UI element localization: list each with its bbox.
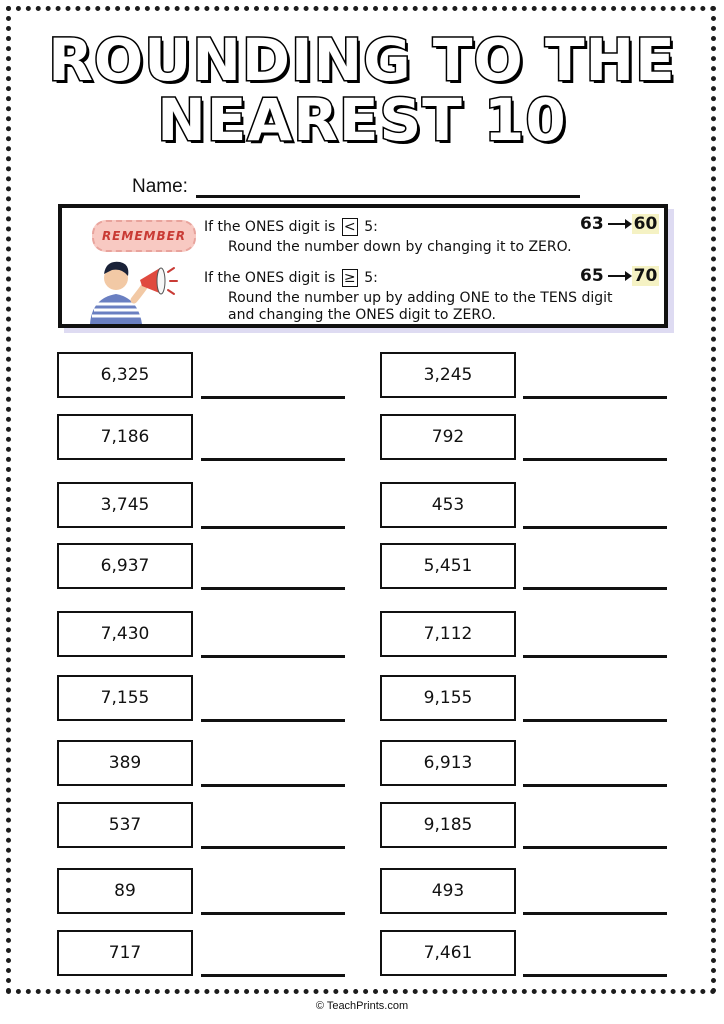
answer-line-right-6[interactable]	[523, 719, 667, 722]
number-box-right-6: 9,155	[380, 675, 516, 721]
answer-line-right-3[interactable]	[523, 526, 667, 529]
answer-line-right-4[interactable]	[523, 587, 667, 590]
worksheet-title-line-1: ROUNDING TO THE	[48, 26, 676, 94]
number-box-right-2: 792	[380, 414, 516, 460]
number-box-left-3: 3,745	[57, 482, 193, 528]
name-label: Name:	[132, 176, 188, 197]
rule1-example-to: 60	[633, 214, 658, 234]
answer-line-left-1[interactable]	[201, 396, 345, 399]
number-box-right-3: 453	[380, 482, 516, 528]
remember-box	[58, 204, 668, 328]
number-box-left-10: 717	[57, 930, 193, 976]
worksheet-title-line-2: NEAREST 10	[157, 86, 567, 154]
copyright-footer: © TeachPrints.com	[315, 1000, 409, 1012]
number-box-left-1: 6,325	[57, 352, 193, 398]
answer-line-left-4[interactable]	[201, 587, 345, 590]
number-box-left-6: 7,155	[57, 675, 193, 721]
rule2-description-2: and changing the ONES digit to ZERO.	[228, 307, 496, 323]
number-box-left-5: 7,430	[57, 611, 193, 657]
number-box-right-1: 3,245	[380, 352, 516, 398]
answer-line-right-9[interactable]	[523, 912, 667, 915]
answer-line-right-5[interactable]	[523, 655, 667, 658]
number-box-left-4: 6,937	[57, 543, 193, 589]
answer-line-right-7[interactable]	[523, 784, 667, 787]
number-box-left-7: 389	[57, 740, 193, 786]
answer-line-right-1[interactable]	[523, 396, 667, 399]
name-input-line[interactable]	[196, 195, 580, 198]
number-box-left-9: 89	[57, 868, 193, 914]
rule1-prefix: If the ONES digit is	[204, 219, 336, 235]
answer-line-right-10[interactable]	[523, 974, 667, 977]
answer-line-left-2[interactable]	[201, 458, 345, 461]
rule2-description-1: Round the number up by adding ONE to the TENS digit	[228, 290, 613, 306]
answer-line-left-3[interactable]	[201, 526, 345, 529]
greater-equal-symbol: ≥	[342, 269, 358, 287]
rule1-suffix: 5:	[364, 219, 378, 235]
rule2-suffix: 5:	[364, 270, 378, 286]
person-megaphone-icon	[82, 254, 178, 324]
rule2-example-from: 65	[580, 266, 604, 286]
rule1-description: Round the number down by changing it to ZERO.	[228, 239, 572, 255]
rule2-line	[204, 269, 378, 287]
remember-badge: REMEMBER	[92, 220, 196, 252]
less-than-symbol: <	[342, 218, 358, 236]
number-box-left-8: 537	[57, 802, 193, 848]
answer-line-left-7[interactable]	[201, 784, 345, 787]
answer-line-left-5[interactable]	[201, 655, 345, 658]
number-box-right-10: 7,461	[380, 930, 516, 976]
number-box-right-5: 7,112	[380, 611, 516, 657]
right-arrow-icon	[608, 275, 630, 277]
number-box-right-8: 9,185	[380, 802, 516, 848]
number-box-left-2: 7,186	[57, 414, 193, 460]
rule2-example-to: 70	[633, 266, 658, 286]
answer-line-right-8[interactable]	[523, 846, 667, 849]
rule1-example-from: 63	[580, 214, 604, 234]
answer-line-left-8[interactable]	[201, 846, 345, 849]
number-box-right-4: 5,451	[380, 543, 516, 589]
number-box-right-7: 6,913	[380, 740, 516, 786]
number-box-right-9: 493	[380, 868, 516, 914]
rule2-example	[580, 266, 659, 286]
answer-line-left-9[interactable]	[201, 912, 345, 915]
answer-line-left-10[interactable]	[201, 974, 345, 977]
right-arrow-icon	[608, 223, 630, 225]
rule1-example	[580, 214, 659, 234]
rule2-prefix: If the ONES digit is	[204, 270, 336, 286]
answer-line-right-2[interactable]	[523, 458, 667, 461]
answer-line-left-6[interactable]	[201, 719, 345, 722]
rule1-line	[204, 218, 378, 236]
